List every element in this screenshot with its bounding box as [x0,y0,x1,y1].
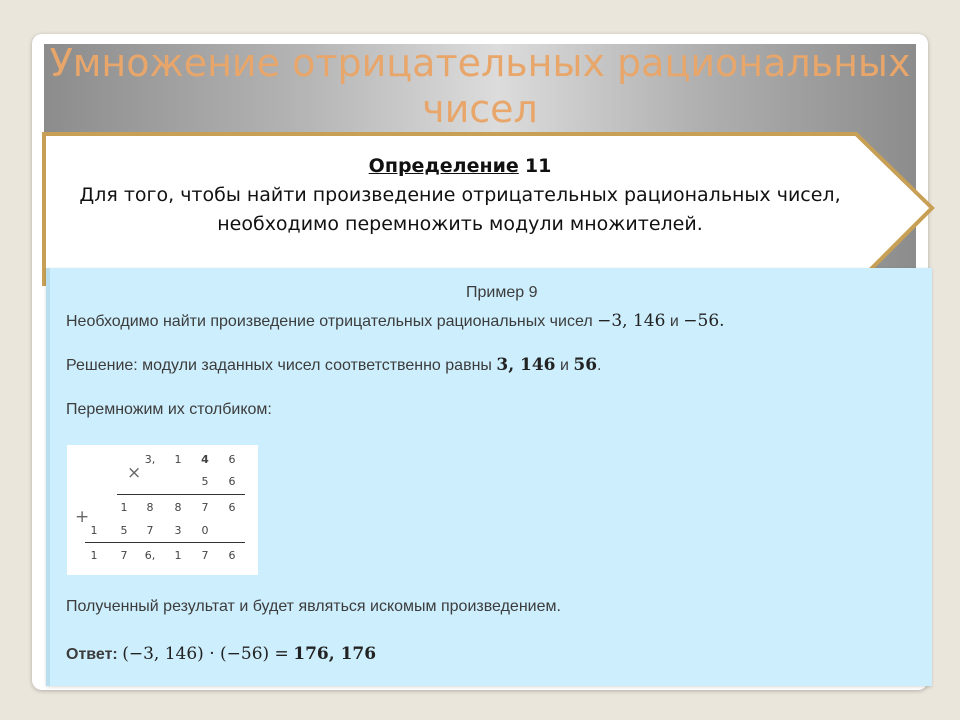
calc-digit: 1 [174,549,182,562]
calc-digit: 6, [144,549,156,562]
calc-digit: 7 [201,501,209,514]
example-task [66,311,725,331]
task-number-b: −56 [683,311,720,331]
solution-end: . [597,357,602,374]
result-statement: Полученный результат и будет являться искомым произведением. [66,598,561,615]
calc-digit: 5 [201,475,209,488]
calc-divider-2 [85,542,245,543]
calc-digit: 8 [146,501,154,514]
plus-sign: + [75,507,90,527]
solution-number-a: 3, 146 [496,355,556,375]
solution-number-b: 56 [573,355,598,375]
definition-body: Для того, чтобы найти произведение отрицательных рациональных чисел, необходимо перемножить модули множителей. [79,184,841,235]
calc-digit: 7 [201,549,209,562]
calc-digit: 1 [174,453,182,466]
calc-digit: 6 [228,501,236,514]
calc-digit: 1 [120,501,128,514]
definition-heading-number: 11 [524,155,552,177]
calc-digit: 3 [174,524,182,537]
solution-and: и [559,357,569,374]
calc-digit: 0 [201,524,209,537]
calc-digit: 6 [228,475,236,488]
answer-line [66,644,376,664]
calc-divider-1 [117,494,245,495]
answer-value: 176, 176 [293,644,377,664]
multiply-instruction: Перемножим их столбиком: [66,401,272,418]
column-multiplication [67,445,258,575]
slide-title: Умножение отрицательных рациональных чисел [49,41,911,131]
calc-digit: 1 [90,524,98,537]
example-solution [66,355,601,375]
task-text: Необходимо найти произведение отрицательных рациональных чисел [66,313,593,330]
task-number-a: −3, 146 [597,311,666,331]
calc-digit: 7 [146,524,154,537]
times-sign: × [127,463,142,483]
definition-block [60,152,860,239]
answer-label: Ответ: [66,646,118,663]
calc-digit: 1 [90,549,98,562]
calc-digit: 5 [120,524,128,537]
calc-digit: 8 [174,501,182,514]
definition-heading-word: Определение [368,155,519,177]
task-end: . [719,311,725,331]
calc-digit: 6 [228,453,236,466]
solution-text: Решение: модули заданных чисел соответственно равны [66,357,492,374]
answer-expression: (−3, 146) · (−56) = [122,644,289,664]
calc-digit: 7 [120,549,128,562]
task-and: и [669,313,679,330]
definition-heading [60,152,860,181]
calc-digit: 6 [228,549,236,562]
example-title: Пример 9 [466,284,538,301]
calc-digit: 3, [144,453,156,466]
calc-digit: 4 [201,453,209,466]
